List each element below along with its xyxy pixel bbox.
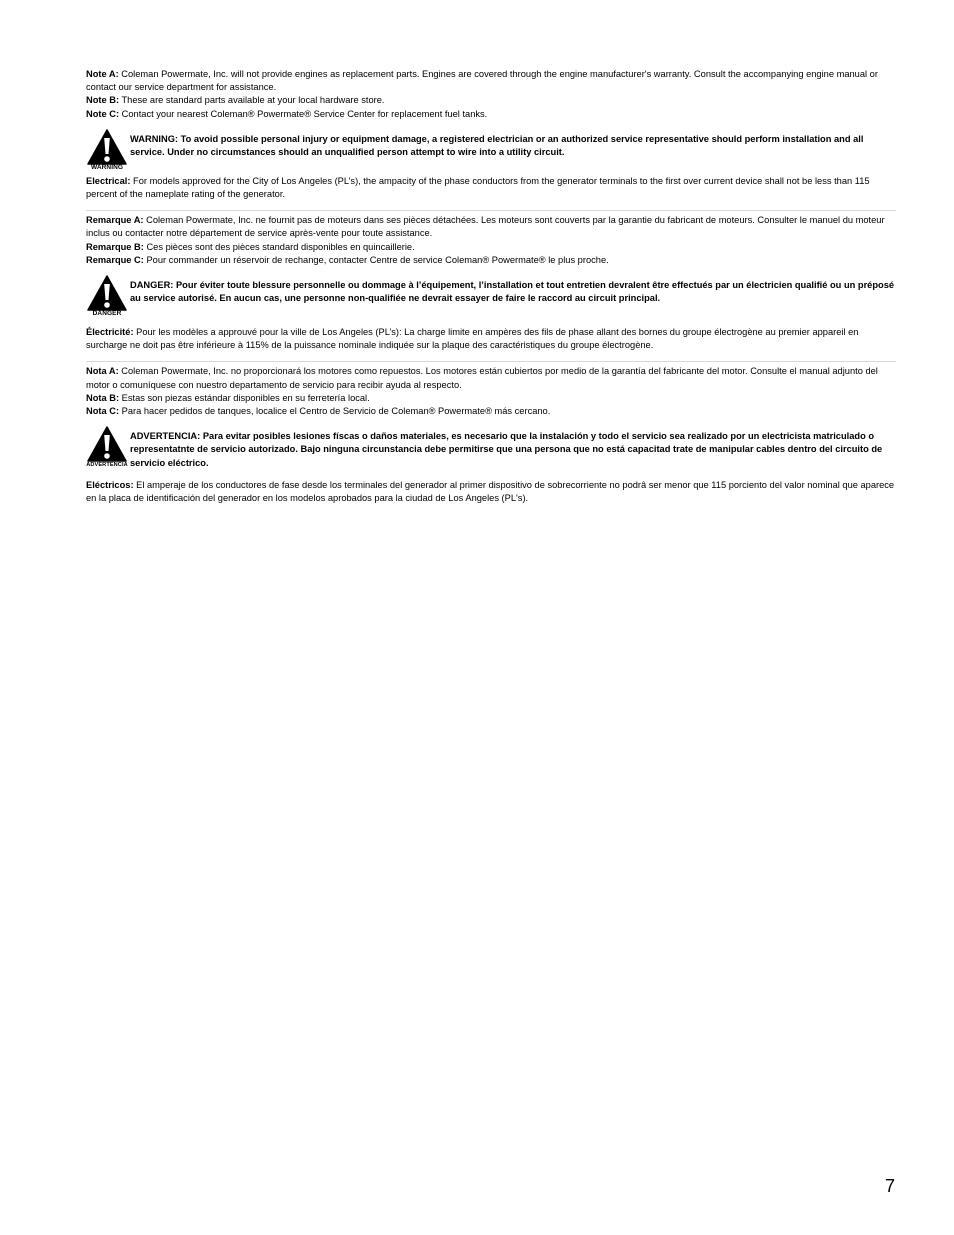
- danger-text: DANGER: Pour éviter toute blessure personnelle ou dommage à l’équipement, l’installation et tout entretien devralent être effectués par un électricien qualifié ou un préposé au service autorisé. En aucun cas, une personne non-qualifiée ne devrait essayer de faire le raccord au circuit principal.: [130, 280, 895, 304]
- remarque-b: [86, 241, 896, 254]
- note-text: These are standard parts available at your local hardware store.: [119, 95, 385, 106]
- electrical-text: For models approved for the City of Los Angeles (PL’s), the ampacity of the phase conductors from the generator terminals to the first over current device shall not be less than 115 percent of the nameplate rating of the generator.: [86, 175, 870, 200]
- note-text: Contact your nearest Coleman® Powermate® Service Center for replacement fuel tanks.: [119, 108, 488, 119]
- note-a: [86, 68, 896, 94]
- electrical-note: [86, 175, 896, 201]
- note-text: Coleman Powermate, Inc. no proporcionará los motores como repuestos. Los motores están cubiertos por medio de la garantía del fabricante del motor. Consulte el manual adjunto del motor o comuníquese con nuestro departamento de servicio para recibir ayuda al respecto.: [86, 366, 878, 390]
- note-c: [86, 108, 896, 121]
- note-label: Remarque B:: [86, 241, 144, 252]
- nota-a: [86, 365, 896, 391]
- note-label: Nota C:: [86, 406, 120, 417]
- warning-block: [86, 129, 896, 171]
- danger-triangle-icon: [87, 275, 127, 311]
- section-divider: [86, 361, 896, 362]
- warning-icon: [86, 129, 128, 172]
- remarque-c: [86, 254, 896, 267]
- note-text: Coleman Powermate, Inc. will not provide engines as replacement parts. Engines are covered through the engine manufacturer's warranty. Consult the accompanying engine manual or contact our service department for assistance.: [86, 69, 878, 93]
- electricite-note: [86, 326, 896, 352]
- note-label: Note A:: [86, 69, 119, 79]
- electricos-label: Eléctricos:: [86, 479, 134, 490]
- note-text: Para hacer pedidos de tanques, localice el Centro de Servicio de Coleman® Powermate® más cercano.: [119, 406, 551, 417]
- note-label: Nota B:: [86, 392, 120, 403]
- advertencia-icon: [86, 426, 128, 469]
- note-text: Ces pièces sont des pièces standard disponibles en quincaillerie.: [143, 241, 415, 252]
- section-french: [86, 214, 896, 352]
- note-label: Note C:: [86, 108, 120, 119]
- electricos-note: [86, 479, 896, 505]
- note-label: Remarque A:: [86, 215, 144, 226]
- advertencia-icon-label: ADVERTENCIA: [86, 462, 128, 469]
- section-divider: [86, 210, 896, 211]
- electrical-label: Electrical:: [86, 175, 131, 186]
- nota-c: [86, 405, 896, 418]
- advertencia-text: ADVERTENCIA: Para evitar posibles lesiones físcas o daños materiales, es necesario que la instalación y todo el servicio sea realizado por un electricista matriculado o representatnte de servicio autorizado. Bajo ninguna circunstancia debe permitirse que una persona que no está capacitad trate de manipular cables dentro del circuito de servicio eléctrico.: [130, 431, 883, 468]
- note-label: Note B:: [86, 95, 120, 106]
- warning-text: WARNING: To avoid possible personal injury or equipment damage, a registered electrician or an authorized service representative should perform installation and all service. Under no circumstances should an unqualified person attempt to wire into a utility circuit.: [130, 133, 864, 158]
- note-label: Nota A:: [86, 366, 119, 377]
- section-spanish: [86, 365, 896, 505]
- nota-b: [86, 392, 896, 405]
- warning-triangle-icon: [87, 129, 127, 165]
- advertencia-block: [86, 426, 896, 470]
- note-text: Estas son piezas estándar disponibles en su ferretería local.: [119, 392, 370, 403]
- electricite-text: Pour les modèles a approuvé pour la ville de Los Angeles (PL’s): La charge limite en ampères des fils de phase allant des bornes du groupe électrogène au premier appareil en surcharge ne doit pas être inférieure à 115% de la puissance nominale indiquée sur la plaque des caractéristiques du groupe électrogène.: [86, 327, 859, 351]
- warning-icon-label: WARNING: [90, 163, 124, 171]
- danger-block: [86, 275, 896, 317]
- remarque-a: [86, 214, 896, 240]
- electricite-label: Électricité:: [86, 327, 134, 338]
- danger-icon-label: DANGER: [92, 310, 122, 318]
- note-text: Pour commander un réservoir de rechange, contacter Centre de service Coleman® Powermate® le plus proche.: [143, 254, 609, 265]
- document-body: [86, 68, 896, 505]
- section-english: [86, 68, 896, 201]
- page-number: 7: [885, 1176, 896, 1196]
- note-b: [86, 94, 896, 107]
- electricos-text: El amperaje de los conductores de fase desde los terminales del generador al primer dispositivo de sobrecorriente no podrâ ser menor que 115 porciento del valor nominal que aparece en la placa de identificación del generador en los modelos aprobados para la ciudad de Los Angeles (PL's).: [86, 479, 895, 504]
- advertencia-triangle-icon: [87, 426, 127, 462]
- note-text: Coleman Powermate, Inc. ne fournit pas de moteurs dans ses pièces détachées. Les moteurs sont couverts par la garantie du fabricant de moteurs. Consulter le manuel du moteur inclus ou contacter notre département de service après-vente pour toute assistance.: [86, 215, 885, 239]
- note-label: Remarque C:: [86, 254, 144, 265]
- danger-icon: [86, 275, 128, 318]
